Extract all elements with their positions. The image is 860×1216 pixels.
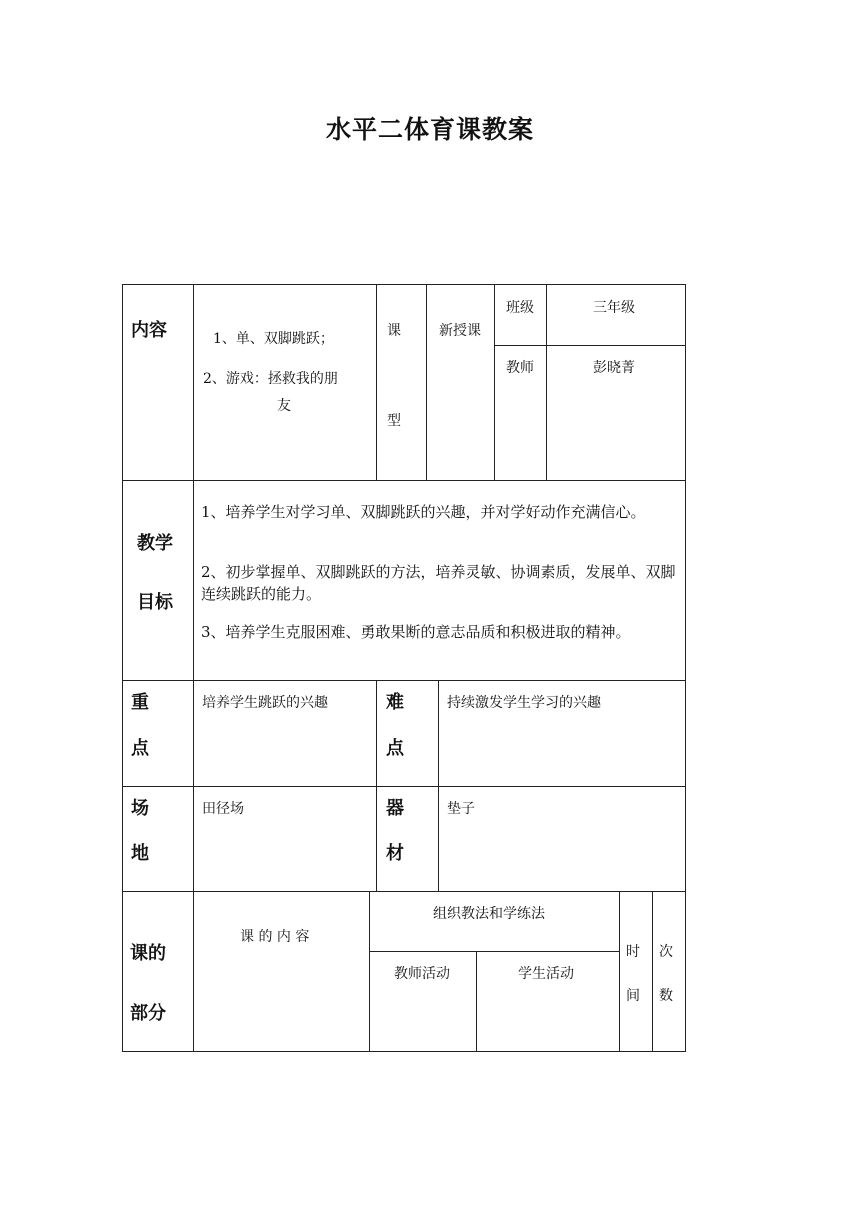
teacher-label: 教师 (506, 360, 534, 376)
teacher-activity-header: 教师活动 (394, 966, 450, 982)
difficulty-value: 持续激发学生学习的兴趣 (447, 695, 601, 711)
objective-2: 2、初步掌握单、双脚跳跃的方法，培养灵敏、协调素质，发展单、双脚连续跳跃的能力。 (201, 563, 676, 603)
content-header: 课 的 内 容 (240, 929, 310, 945)
content-item-1: 1、单、双脚跳跃； (213, 331, 334, 347)
time-header-1: 时 (626, 944, 640, 960)
teacher-value: 彭晓菁 (593, 360, 635, 376)
method-header: 组织教法和学练法 (433, 906, 545, 922)
difficulty-label-2: 点 (386, 738, 404, 759)
class-value: 三年级 (593, 300, 635, 316)
content-item-2: 2、游戏：拯救我的朋 (203, 371, 338, 387)
class-label: 班级 (506, 300, 534, 316)
type-label-top: 课 (387, 323, 401, 339)
type-label-bottom: 型 (387, 413, 401, 429)
equipment-label-1: 器 (386, 798, 404, 819)
count-header-2: 数 (659, 988, 673, 1004)
venue-value: 田径场 (202, 801, 244, 817)
key-point-label-1: 重 (131, 692, 149, 713)
difficulty-label-1: 难 (386, 692, 404, 713)
objectives-label-1: 教学 (137, 533, 173, 554)
equipment-value: 垫子 (447, 801, 475, 817)
objective-1: 1、培养学生对学习单、双脚跳跃的兴趣，并对学好动作充满信心。 (201, 503, 646, 521)
objectives-label-2: 目标 (137, 592, 173, 613)
key-point-label-2: 点 (131, 738, 149, 759)
section-label-1: 课的 (130, 943, 166, 964)
objective-3: 3、培养学生克服困难、勇敢果断的意志品质和积极进取的精神。 (201, 623, 631, 641)
section-label-2: 部分 (130, 1003, 166, 1024)
type-value: 新授课 (439, 323, 481, 339)
content-label: 内容 (131, 320, 167, 341)
content-item-2-cont: 友 (277, 398, 291, 414)
key-point-value: 培养学生跳跃的兴趣 (202, 695, 328, 711)
time-header-2: 间 (626, 988, 640, 1004)
venue-label-2: 地 (131, 843, 149, 864)
equipment-label-2: 材 (386, 843, 404, 864)
page-title: 水平二体育课教案 (325, 115, 534, 144)
venue-label-1: 场 (131, 798, 149, 819)
count-header-1: 次 (659, 944, 673, 960)
student-activity-header: 学生活动 (518, 966, 574, 982)
